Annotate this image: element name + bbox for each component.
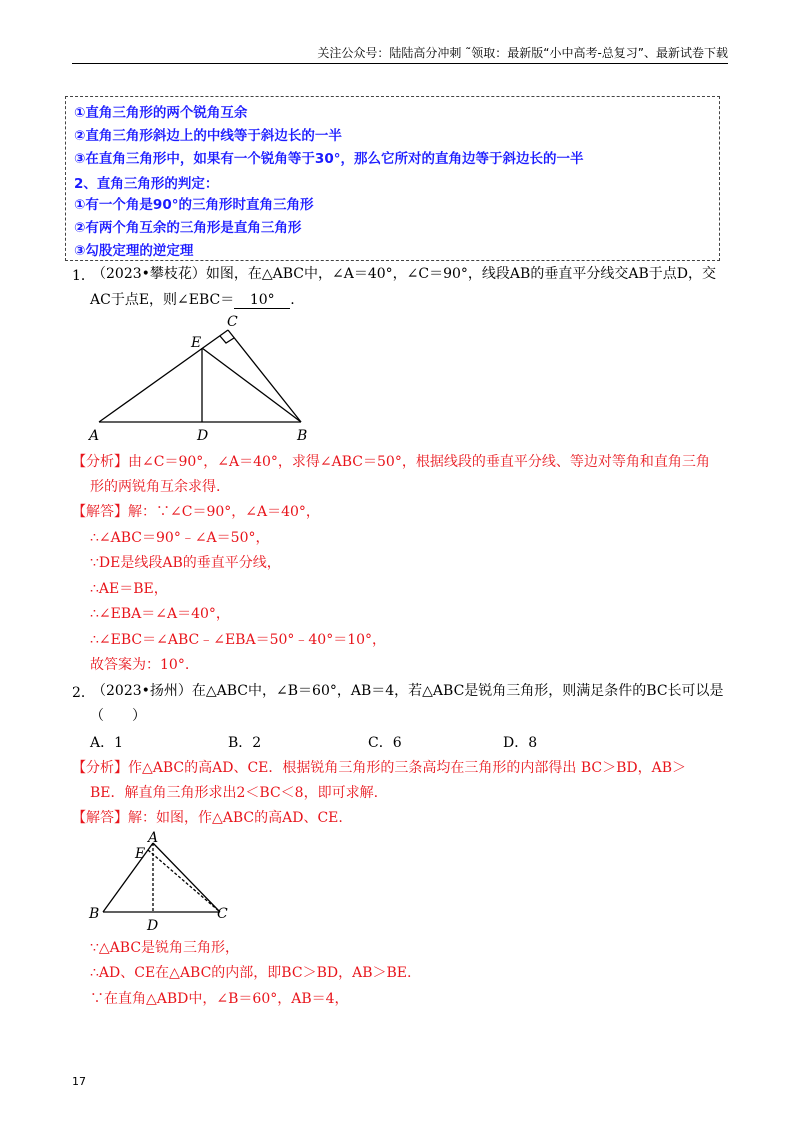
q1-label-c: C — [227, 314, 238, 330]
q2-number: 2． — [72, 685, 95, 701]
box-line-1: ①直角三角形的两个锐角互余 — [74, 105, 248, 121]
box-line-5: ①有一个角是90°的三角形时直角三角形 — [74, 197, 314, 213]
q2-stem-line2: （ ） — [90, 708, 146, 724]
q2-solution-tag: 【解答】 — [72, 810, 128, 826]
q1-solution-line1 — [72, 502, 320, 522]
page-header: 关注公众号：陆陆高分冲刺 ˜领取：最新版“小中高考-总复习”、最新试卷下载 — [317, 46, 728, 60]
box-line-2: ②直角三角形斜边上的中线等于斜边长的一半 — [74, 128, 342, 144]
q2-stem-line1: （2023•扬州）在△ABC中，∠B＝60°，AB＝4，若△ABC是锐角三角形，则满足条件的BC长可以是 — [92, 683, 724, 699]
q1-label-b: B — [297, 428, 308, 444]
q1-stem-suffix: . — [290, 292, 295, 308]
q1-answer-blank: 10° — [234, 292, 290, 309]
q2-label-d: D — [147, 918, 159, 934]
q1-solution-line3: ∵DE是线段AB的垂直平分线， — [90, 555, 281, 571]
box-line-7: ③勾股定理的逆定理 — [74, 243, 194, 259]
q1-analysis-tag: 【分析】 — [72, 454, 128, 470]
q1-solution-line6: ∴∠EBC＝∠ABC﹣∠EBA＝50°﹣40°＝10°， — [90, 632, 387, 648]
q2-analysis-tag: 【分析】 — [72, 760, 128, 776]
q1-analysis-text: 由∠C＝90°，∠A＝40°，求得∠ABC＝50°，根据线段的垂直平分线、等边对等角和直角三角 — [128, 454, 710, 470]
q2-analysis-line2: BE．解直角三角形求出2＜BC＜8，即可求解. — [90, 785, 379, 801]
q2-after-line1: ∵△ABC是锐角三角形， — [90, 940, 240, 956]
q2-analysis-text: 作△ABC的高AD、CE．根据锐角三角形的三条高均在三角形的内部得出 BC＞BD，AB＞ — [128, 760, 687, 776]
q2-figure — [85, 828, 245, 938]
q2-label-e: E — [135, 846, 146, 862]
q1-stem-line1: （2023•攀枝花）如图，在△ABC中，∠A＝40°，∠C＝90°，线段AB的垂直平分线交AB于点D，交 — [92, 266, 716, 282]
q2-after-line3: ∵在直角△ABD中，∠B＝60°，AB＝4， — [90, 991, 349, 1007]
q2-label-b: B — [89, 906, 100, 922]
q2-after-line2: ∴AD、CE在△ABC的内部，即BC＞BD，AB＞BE. — [90, 965, 412, 981]
q1-solution-line2: ∴∠ABC＝90°﹣∠A＝50°， — [90, 530, 270, 546]
q1-stem-line2 — [90, 290, 295, 310]
q1-label-d: D — [197, 428, 209, 444]
q1-stem-prefix: AC于点E，则∠EBC＝ — [90, 292, 235, 308]
q1-figure — [85, 310, 325, 445]
header-rule — [72, 63, 728, 64]
box-line-6: ②有两个角互余的三角形是直角三角形 — [74, 220, 302, 236]
q1-analysis-line1 — [72, 452, 710, 472]
box-line-3: ③在直角三角形中，如果有一个锐角等于30°，那么它所对的直角边等于斜边长的一半 — [74, 151, 584, 167]
q2-label-c: C — [217, 906, 228, 922]
q2-option-d: D．8 — [503, 735, 538, 751]
q1-label-e: E — [191, 335, 202, 351]
page-number: 17 — [72, 1075, 86, 1088]
q1-solution-tag: 【解答】 — [72, 504, 128, 520]
q1-solution-line4: ∴AE＝BE， — [90, 581, 168, 597]
q1-solution-line5: ∴∠EBA＝∠A＝40°， — [90, 606, 230, 622]
q2-analysis-line1 — [72, 758, 686, 778]
q1-number: 1． — [72, 268, 95, 284]
q1-label-a: A — [89, 428, 100, 444]
box-line-4: 2、直角三角形的判定： — [74, 176, 219, 192]
q2-label-a: A — [148, 830, 159, 846]
q2-option-c: C．6 — [368, 735, 402, 751]
q1-solution-text-1: 解：∵∠C＝90°，∠A＝40°， — [128, 504, 320, 520]
q2-solution-text: 解：如图，作△ABC的高AD、CE. — [128, 810, 343, 826]
q2-option-a: A．1 — [90, 735, 124, 751]
q2-option-b: B．2 — [228, 735, 262, 751]
q2-solution-line1 — [72, 808, 343, 828]
q1-solution-line7: 故答案为：10°. — [90, 657, 190, 673]
q1-analysis-line2: 形的两锐角互余求得. — [90, 479, 221, 495]
